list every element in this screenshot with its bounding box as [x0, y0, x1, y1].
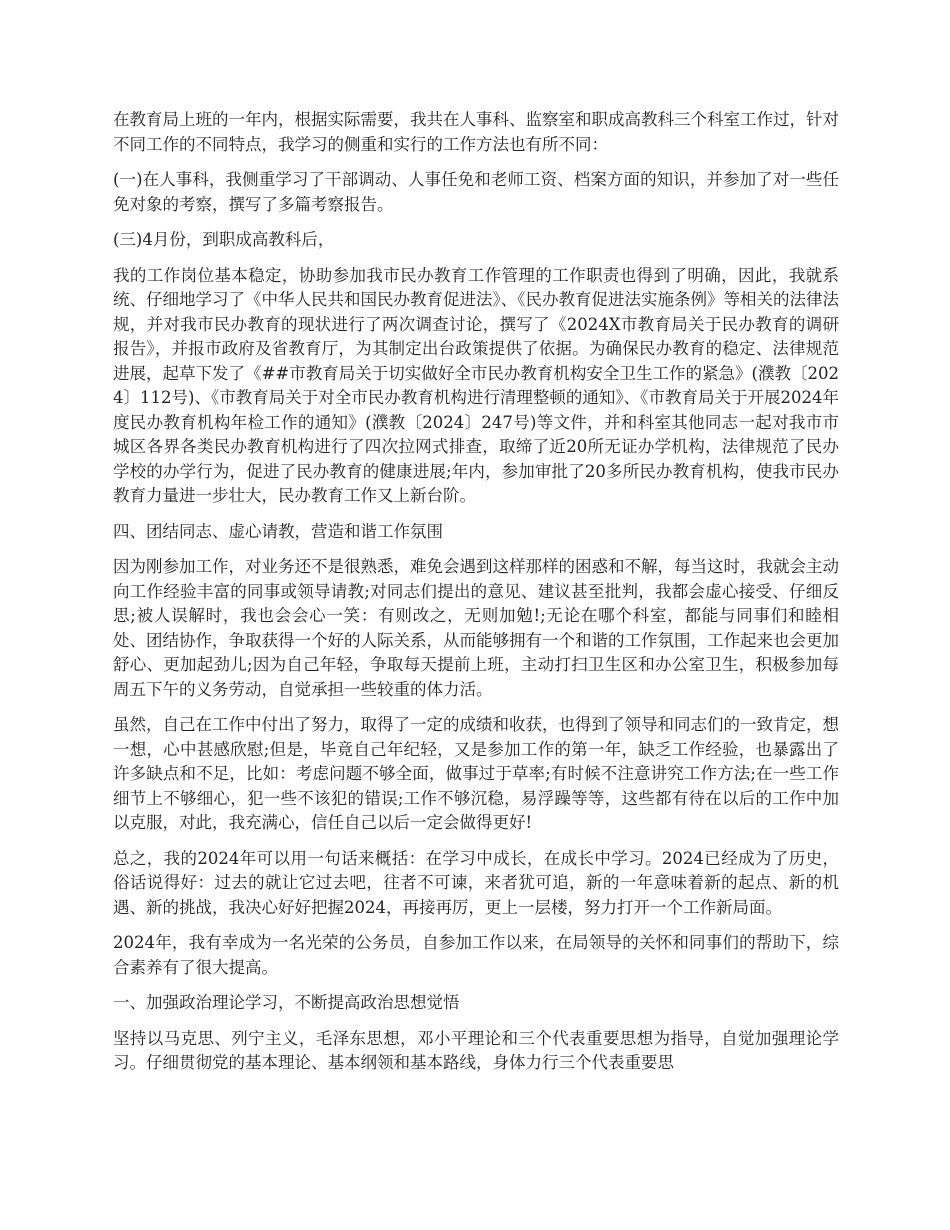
- paragraph-vocational-section: (三)4月份，到职成高教科后，: [113, 230, 335, 249]
- section-heading-unity: 四、团结同志、虚心请教，营造和谐工作氛围: [113, 521, 443, 541]
- paragraph-civil-servant: 2024年，我有幸成为一名光荣的公务员，自参加工作以来，在局领导的关怀和同事们的帮助下，综合素养有了很大提高。: [113, 933, 839, 977]
- paragraph-personnel-section: (一)在人事科，我侧重学习了干部调动、人事任免和老师工资、档案方面的知识，并参加了对一些任免对象的考察，撰写了多篇考察报告。: [113, 170, 839, 214]
- paragraph-theory-study: 坚持以马克思、列宁主义，毛泽东思想，邓小平理论和三个代表重要思想为指导，自觉加强理论学习。仔细贯彻党的基本理论、基本纲领和基本路线，身体力行三个代表重要思: [113, 1028, 839, 1072]
- document-body: [113, 108, 839, 1087]
- paragraph-summary: 总之，我的2024年可以用一句话来概括：在学习中成长，在成长中学习。2024已经成为了历史，俗话说得好：过去的就让它过去吧，往者不可谏，来者犹可追，新的一年意味着新的起点、新的机遇、新的挑战，我决心好好把握2024，再接再厉，更上一层楼，努力打开一个工作新局面。: [113, 848, 839, 917]
- section-heading-political-theory: 一、加强政治理论学习，不断提高政治思想觉悟: [113, 993, 460, 1012]
- paragraph-colleagues: 因为刚参加工作，对业务还不是很熟悉，难免会遇到这样那样的困惑和不解，每当这时，我就会主动向工作经验丰富的同事或领导请教;对同志们提出的意见、建议甚至批判，我都会虚心接受、仔细反思;被人误解时，我也会会心一笑：有则改之，无则加勉!;无论在哪个科室，都能与同事们和睦相处、团结协作，争取获得一个好的人际关系，从而能够拥有一个和谐的工作氛围，工作起来也会更加舒心、更加起劲儿;因为自己年轻，争取每天提前上班，主动打扫卫生区和办公室卫生，积极参加每周五下午的义务劳动，自觉承担一些较重的体力活。: [113, 557, 839, 699]
- paragraph-intro: 在教育局上班的一年内，根据实际需要，我共在人事科、监察室和职成高教科三个科室工作过，针对不同工作的不同特点，我学习的侧重和实行的工作方法也有所不同：: [113, 110, 839, 154]
- paragraph-private-education: 我的工作岗位基本稳定，协助参加我市民办教育工作管理的工作职责也得到了明确，因此，我就系统、仔细地学习了《中华人民共和国民办教育促进法》、《民办教育促进法实施条例》等相关的法律法规，并对我市民办教育的现状进行了两次调查讨论，撰写了《2024X市教育局关于民办教育的调研报告》，并报市政府及省教育厅，为其制定出台政策提供了依据。为确保民办教育的稳定、法律规范进展，起草下发了《##市教育局关于切实做好全市民办教育机构安全卫生工作的紧急》(濮教〔2024〕112号)、《市教育局关于对全市民办教育机构进行清理整顿的通知》、《市教育局关于开展2024年度民办教育机构年检工作的通知》(濮教〔2024〕247号)等文件，并和科室其他同志一起对我市市城区各界各类民办教育机构进行了四次拉网式排查，取缔了近20所无证办学机构，法律规范了民办学校的办学行为，促进了民办教育的健康进展;年内，参加审批了20多所民办教育机构，使我市民办教育力量进一步壮大，民办教育工作又上新台阶。: [113, 265, 839, 505]
- paragraph-shortcomings: 虽然，自己在工作中付出了努力，取得了一定的成绩和收获，也得到了领导和同志们的一致肯定，想一想，心中甚感欣慰;但是，毕竟自己年纪轻，又是参加工作的第一年，缺乏工作经验，也暴露出了许多缺点和不足，比如：考虑问题不够全面，做事过于草率;有时候不注意讲究工作方法;在一些工作细节上不够细心，犯一些不该犯的错误;工作不够沉稳，易浮躁等等，这些都有待在以后的工作中加以克服，对此，我充满心，信任自己以后一定会做得更好!: [113, 715, 839, 832]
